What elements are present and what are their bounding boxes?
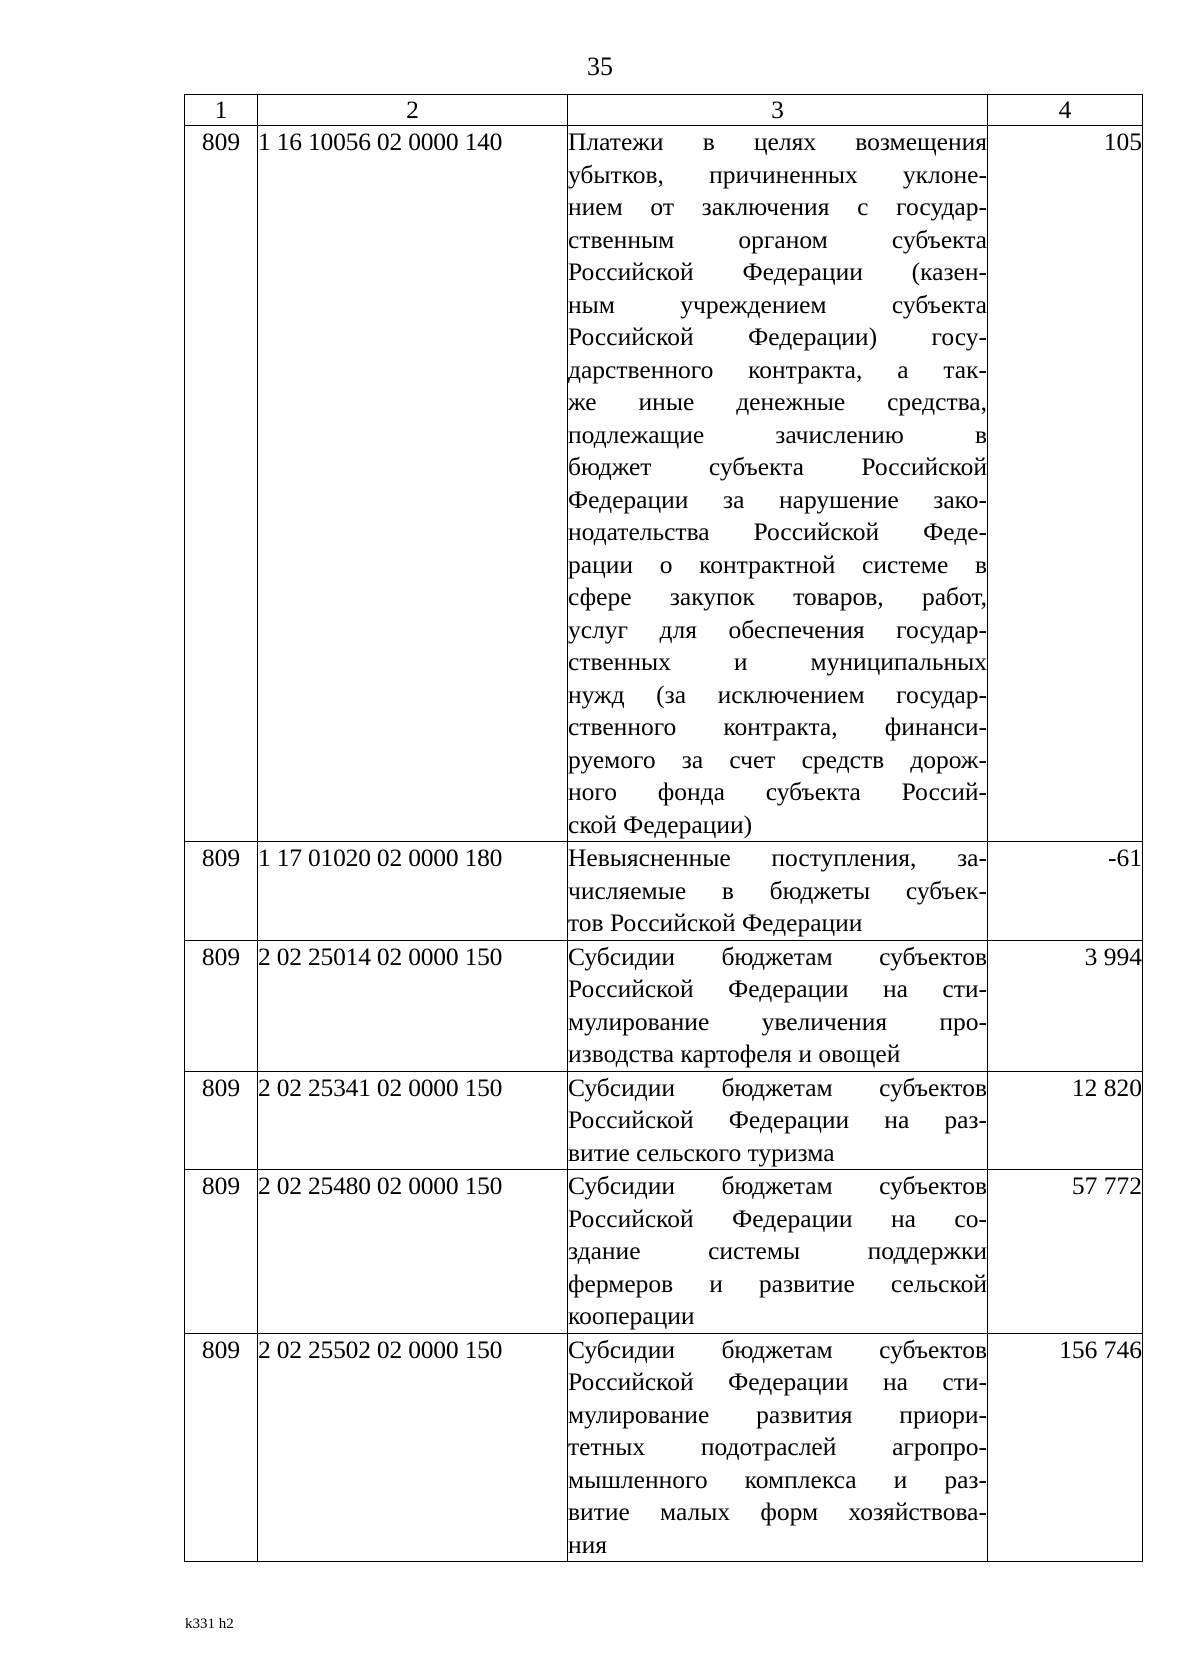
description-line: Российской Федерации) госу- — [568, 322, 987, 351]
amount-cell: 156 746 — [988, 1333, 1143, 1562]
description-line: нодательства Российской Феде- — [568, 517, 987, 546]
description-line: Российской Федерации (казен- — [568, 257, 987, 286]
description-line: сфере закупок товаров, работ, — [568, 582, 987, 611]
amount-cell: 57 772 — [988, 1170, 1143, 1334]
admin-code-cell: 809 — [185, 940, 258, 1071]
description-line: Российской Федерации на сти- — [568, 974, 987, 1003]
budget-classification-code-cell: 2 02 25341 02 0000 150 — [258, 1071, 568, 1170]
description-line: Российской Федерации на раз- — [568, 1105, 987, 1134]
description-line: нужд (за исключением государ- — [568, 679, 987, 709]
table-row — [185, 842, 1143, 941]
amount-cell: 3 994 — [988, 940, 1143, 1071]
description-line: мулирование развития приори- — [568, 1399, 987, 1429]
description-line: подлежащие зачислению в — [568, 419, 987, 449]
description-line: дарственного контракта, а так- — [568, 354, 987, 384]
admin-code-cell: 809 — [185, 842, 258, 941]
description-line: тов Российской Федерации — [568, 908, 863, 937]
description-line: бюджет субъекта Российской — [568, 452, 987, 481]
table-row — [185, 940, 1143, 1071]
page-number: 35 — [587, 52, 613, 81]
description-line: кооперации — [568, 1301, 695, 1330]
description-line: Российской Федерации на сти- — [568, 1367, 987, 1396]
column-header-2: 2 — [258, 95, 568, 126]
budget-classification-code-cell: 2 02 25502 02 0000 150 — [258, 1333, 568, 1562]
description-line: услуг для обеспечения государ- — [568, 614, 987, 644]
description-line: нием от заключения с государ- — [568, 192, 987, 221]
admin-code-cell: 809 — [185, 1170, 258, 1334]
admin-code-cell: 809 — [185, 126, 258, 842]
description-line: тетных подотраслей агропро- — [568, 1432, 987, 1461]
description-line: Субсидии бюджетам субъектов — [568, 1171, 987, 1200]
table-header-row — [185, 95, 1143, 126]
table-row — [185, 1071, 1143, 1170]
description-line: фермеров и развитие сельской — [568, 1268, 987, 1298]
description-line: Невыясненные поступления, за- — [568, 843, 987, 872]
budget-classification-code-cell: 2 02 25480 02 0000 150 — [258, 1170, 568, 1334]
description-line: Субсидии бюджетам субъектов — [568, 1334, 987, 1364]
description-line: ственного контракта, финанси- — [568, 712, 987, 741]
description-line: рации о контрактной системе в — [568, 549, 987, 579]
description-line: витие сельского туризма — [568, 1137, 835, 1167]
table-row — [185, 1333, 1143, 1562]
column-header-4: 4 — [988, 95, 1143, 126]
revenue-description-cell — [568, 126, 988, 842]
budget-revenue-table — [184, 94, 1143, 1562]
amount-cell: 12 820 — [988, 1071, 1143, 1170]
description-line: Российской Федерации на со- — [568, 1203, 987, 1233]
revenue-description-cell — [568, 940, 988, 1071]
amount-cell: 105 — [988, 126, 1143, 842]
description-line: мышленного комплекса и раз- — [568, 1464, 987, 1494]
description-line: Платежи в целях возмещения — [568, 127, 987, 156]
column-header-3: 3 — [568, 95, 988, 126]
description-line: ния — [568, 1529, 608, 1559]
description-line: ным учреждением субъекта — [568, 289, 987, 319]
description-line: ственных и муниципальных — [568, 647, 987, 676]
description-line: же иные денежные средства, — [568, 387, 987, 416]
amount-cell: -61 — [988, 842, 1143, 941]
table-row — [185, 126, 1143, 842]
column-header-1: 1 — [185, 95, 258, 126]
document-code-mark: k331 h2 — [185, 1616, 234, 1632]
description-line: Субсидии бюджетам субъектов — [568, 1072, 987, 1102]
description-line: ного фонда субъекта Россий- — [568, 777, 987, 806]
description-line: Федерации за нарушение зако- — [568, 484, 987, 514]
description-line: числяемые в бюджеты субъек- — [568, 875, 987, 905]
revenue-description-cell — [568, 1333, 988, 1562]
description-line: ской Федерации) — [568, 809, 753, 839]
description-line: витие малых форм хозяйствова- — [568, 1497, 987, 1526]
description-line: ственным органом субъекта — [568, 224, 987, 254]
description-line: руемого за счет средств дорож- — [568, 744, 987, 774]
admin-code-cell: 809 — [185, 1071, 258, 1170]
revenue-description-cell — [568, 1071, 988, 1170]
description-line: здание системы поддержки — [568, 1236, 987, 1265]
budget-classification-code-cell: 1 16 10056 02 0000 140 — [258, 126, 568, 842]
table-row — [185, 1170, 1143, 1334]
budget-classification-code-cell: 1 17 01020 02 0000 180 — [258, 842, 568, 941]
description-line: Субсидии бюджетам субъектов — [568, 941, 987, 971]
table-body — [185, 126, 1143, 1562]
revenue-description-cell — [568, 1170, 988, 1334]
description-line: убытков, причиненных уклоне- — [568, 159, 987, 189]
description-line: изводства картофеля и овощей — [568, 1039, 901, 1068]
description-line: мулирование увеличения про- — [568, 1006, 987, 1036]
budget-classification-code-cell: 2 02 25014 02 0000 150 — [258, 940, 568, 1071]
admin-code-cell: 809 — [185, 1333, 258, 1562]
revenue-description-cell — [568, 842, 988, 941]
